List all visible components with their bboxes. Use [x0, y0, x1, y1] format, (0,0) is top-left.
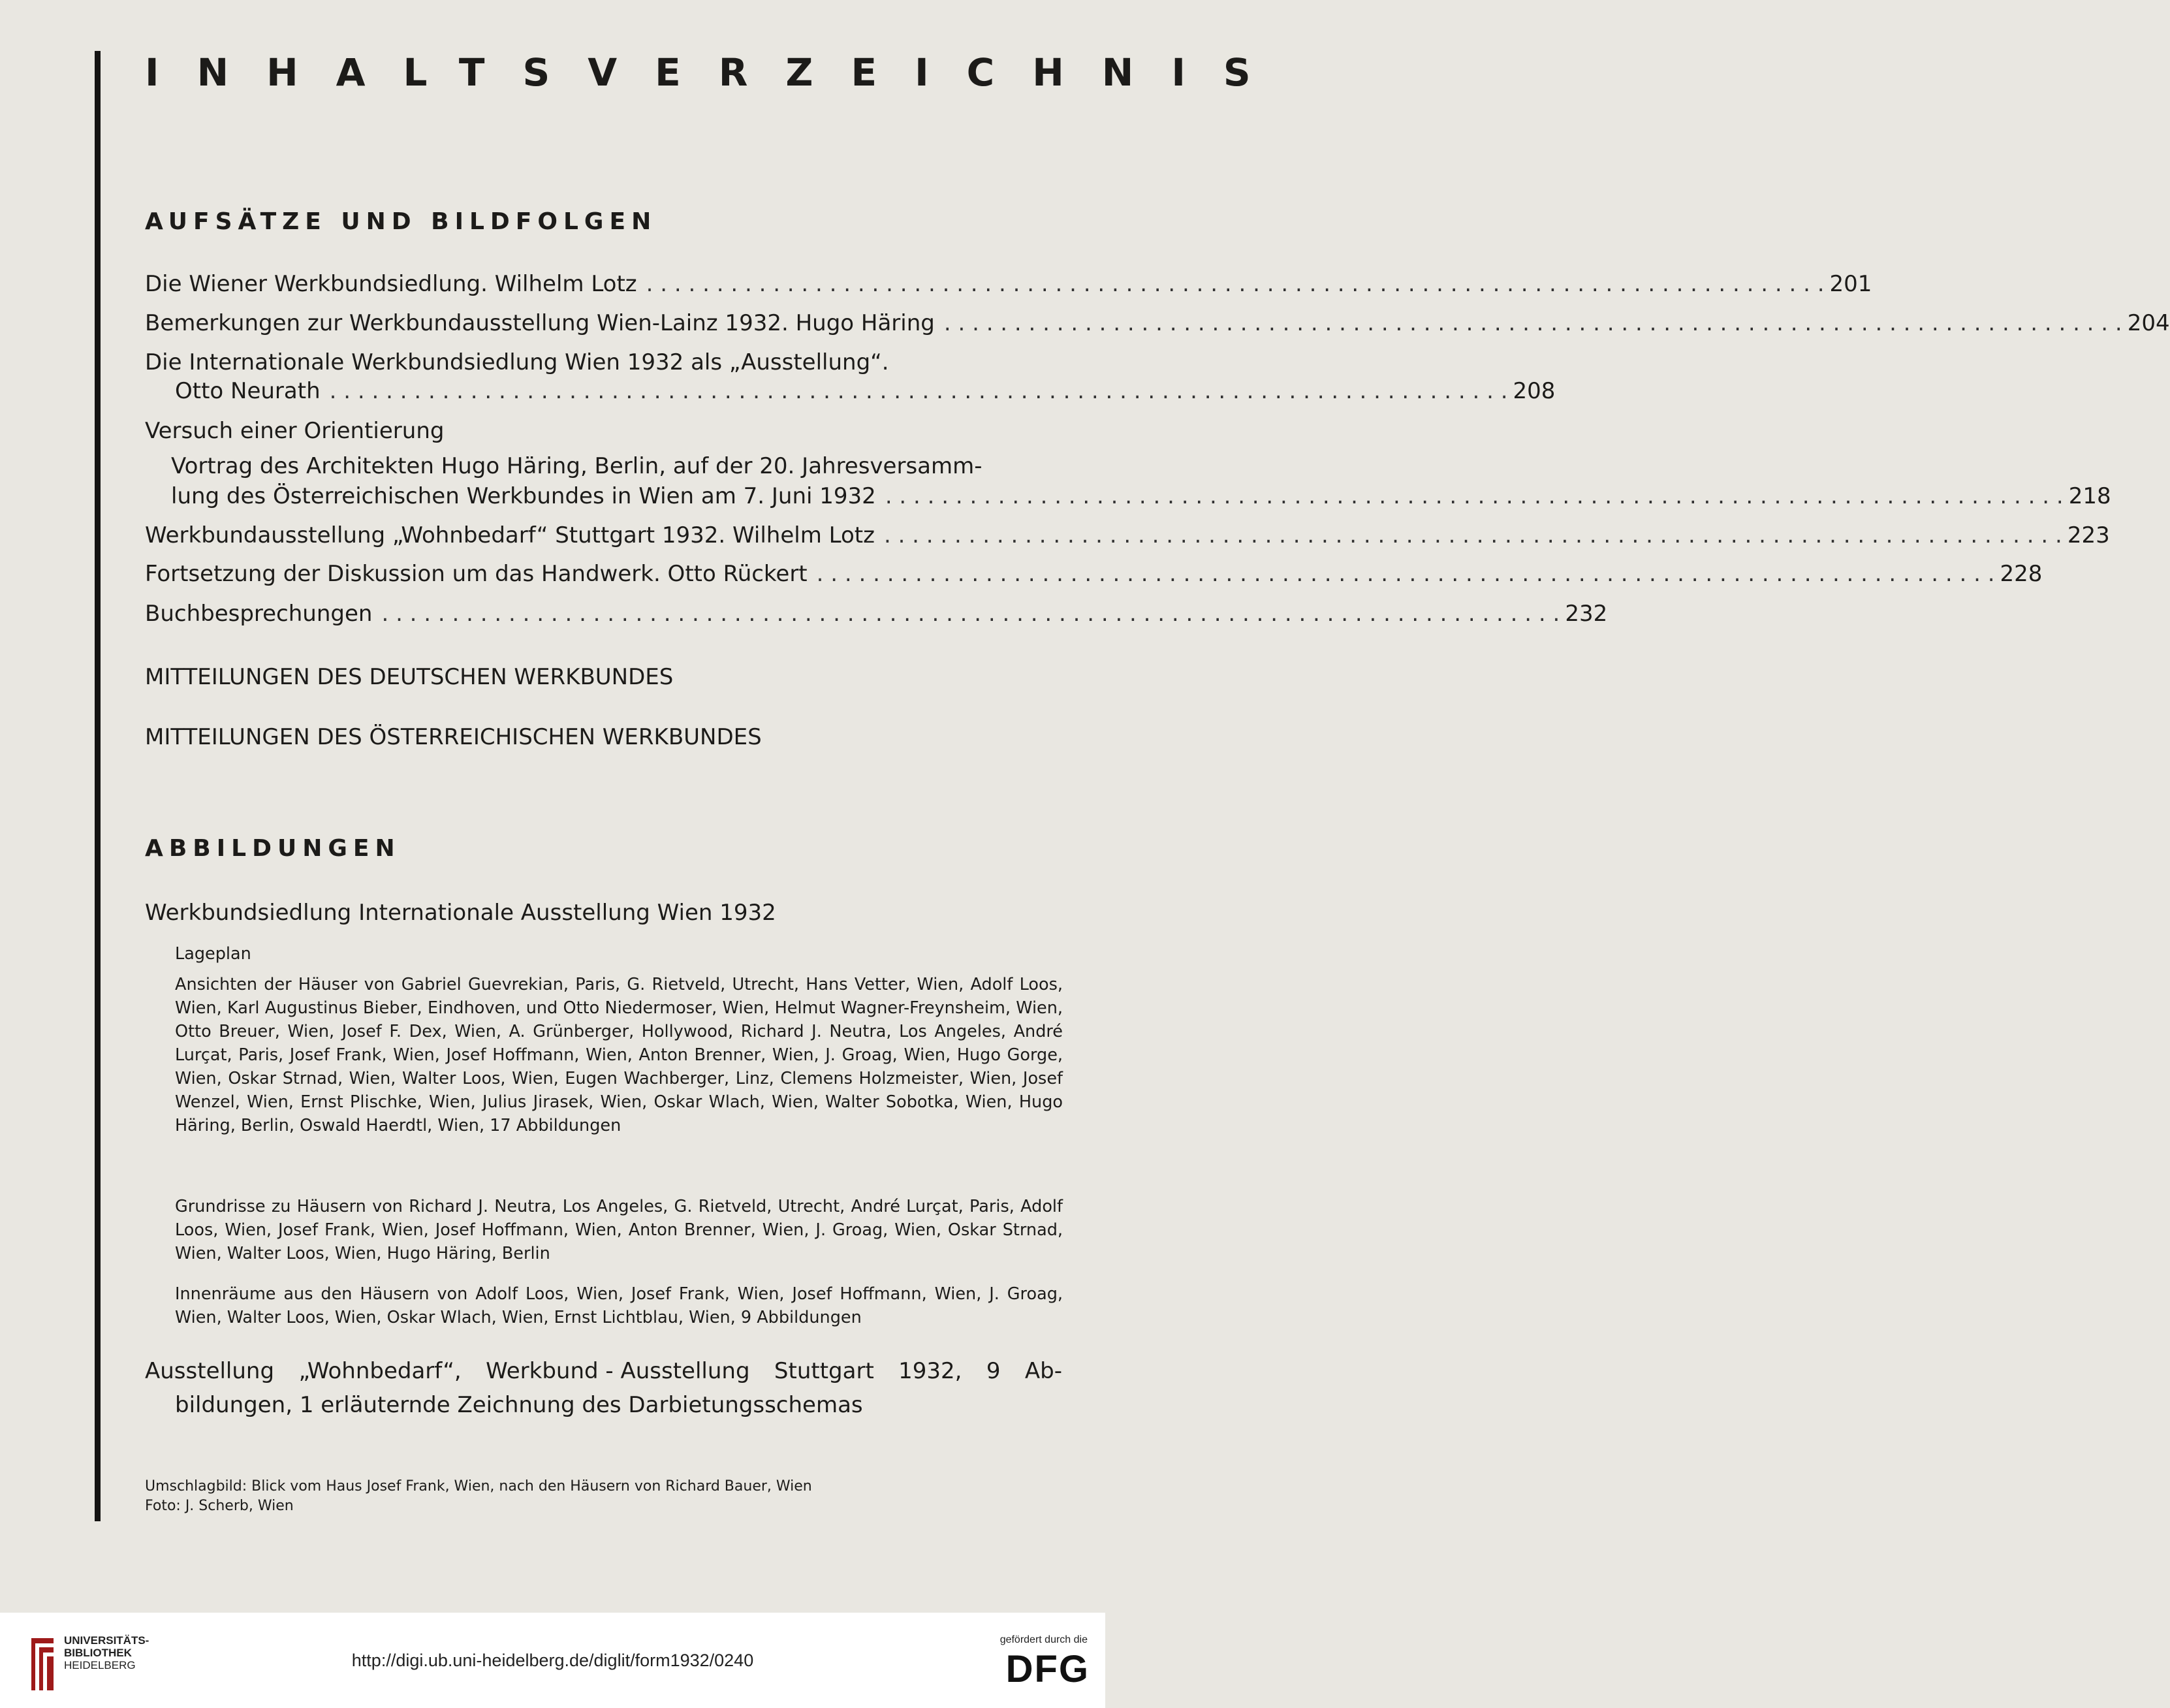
ausstellung-paragraph	[145, 1354, 1062, 1422]
ausstellung-line-2: bildungen, 1 erläuternde Zeichnung des Darbietungsschemas	[175, 1392, 863, 1418]
toc-entry-title: lung des Österreichischen Werkbundes in Wien am 7. Juni 1932	[171, 483, 876, 509]
toc-entry-title: Buchbesprechungen	[145, 601, 373, 627]
grundrisse-paragraph: Grundrisse zu Häusern von Richard J. Neutra, Los Angeles, G. Rietveld, Utrecht, André Lurçat, Paris, Adolf Loos, Wien, Josef Frank, Wien, Josef Hoffmann, Wien, Anton Brenner, Wien, J. Groag, Wien, Oskar Strnad, Wien, Walter Loos, Wien, Hugo Häring, Berlin	[175, 1197, 1063, 1263]
toc-entry-title: Otto Neurath	[175, 378, 321, 404]
word: Stuttgart	[774, 1358, 874, 1384]
toc-entry-page: 218	[2068, 483, 2111, 509]
word: 9	[986, 1358, 1001, 1384]
leader-dots	[944, 312, 2122, 334]
abbildungen-heading: Werkbundsiedlung Internationale Ausstellung Wien 1932	[145, 900, 776, 926]
toc-entry-title: Die Internationale Werkbundsiedlung Wien 1932 als „Ausstellung“.	[145, 349, 889, 375]
leader-dots	[885, 485, 2064, 507]
mitteilungen-deutsch: MITTEILUNGEN DES DEUTSCHEN WERKBUNDES	[145, 664, 674, 690]
leader-dots	[817, 563, 1995, 585]
page-title: INHALTSVERZEICHNIS	[145, 50, 1289, 95]
toc-entry-page: 228	[2000, 561, 2043, 587]
toc-entry	[145, 601, 1608, 627]
leader-dots	[884, 524, 2062, 546]
toc-entry-page: 232	[1565, 601, 1608, 627]
word: Ausstellung	[145, 1358, 275, 1384]
dfg-logo: DFG	[1005, 1648, 1090, 1690]
section-heading-aufsaetze: AUFSÄTZE UND BILDFOLGEN	[145, 208, 657, 235]
toc-entry-title: Fortsetzung der Diskussion um das Handwerk. Otto Rückert	[145, 561, 808, 587]
leader-dots	[646, 273, 1825, 295]
toc-entry	[171, 483, 2111, 509]
library-line: BIBLIOTHEK	[64, 1647, 132, 1659]
word: Ab-	[1024, 1358, 1062, 1384]
toc-entry-page: 204	[2127, 310, 2170, 336]
toc-entry-title: Werkbundausstellung „Wohnbedarf“ Stuttgart 1932. Wilhelm Lotz	[145, 522, 875, 548]
toc-entry-page: 223	[2067, 522, 2110, 548]
toc-entry	[145, 561, 2043, 587]
library-line: UNIVERSITÄTS-	[64, 1634, 149, 1647]
toc-entry	[145, 522, 2110, 548]
toc-entry-page: 201	[1829, 271, 1872, 297]
word: „Wohnbedarf“,	[298, 1358, 462, 1384]
leader-dots	[381, 603, 1560, 625]
toc-entry-title: Die Wiener Werkbundsiedlung. Wilhelm Lotz	[145, 271, 637, 297]
source-url-link[interactable]: http://digi.ub.uni-heidelberg.de/diglit/form1932/0240	[351, 1651, 754, 1670]
funding-note: gefördert durch die	[999, 1634, 1088, 1645]
toc-entry-title: Vortrag des Architekten Hugo Häring, Berlin, auf der 20. Jahresversamm-	[171, 453, 983, 479]
toc-entry-page: 208	[1513, 378, 1556, 404]
toc-entry-title: Versuch einer Orientierung	[145, 418, 445, 444]
cover-credit: Umschlagbild: Blick vom Haus Josef Frank, Wien, nach den Häusern von Richard Bauer, Wien	[145, 1478, 812, 1494]
mitteilungen-oesterreich: MITTEILUNGEN DES ÖSTERREICHISCHEN WERKBUNDES	[145, 724, 762, 750]
left-margin-bar	[95, 51, 101, 1521]
ansichten-paragraph: Ansichten der Häuser von Gabriel Guevrekian, Paris, G. Rietveld, Utrecht, Hans Vetter, Wien, Adolf Loos, Wien, Karl Augustinus Bieber, Eindhoven, und Otto Niedermoser, Wien, Helmut Wagner-Freynsheim, Wien, Otto Breuer, Wien, Josef F. Dex, Wien, A. Grünberger, Hollywood, Richard J. Neutra, Los Angeles, André Lurçat, Paris, Josef Frank, Wien, Josef Hoffmann, Wien, Anton Brenner, Wien, J. Groag, Wien, Hugo Gorge, Wien, Oskar Strnad, Wien, Walter Loos, Wien, Eugen Wachberger, Linz, Clemens Holzmeister, Wien, Josef Wenzel, Wien, Ernst Plischke, Wien, Julius Jirasek, Wien, Oskar Wlach, Wien, Walter Sobotka, Wien, Hugo Häring, Berlin, Oswald Haerdtl, Wien, 17 Abbildungen	[175, 975, 1063, 1135]
word: Werkbund - Ausstellung	[486, 1358, 750, 1384]
library-line: HEIDELBERG	[64, 1659, 136, 1671]
toc-entry	[145, 271, 1872, 297]
lageplan-label: Lageplan	[175, 944, 251, 964]
section-heading-abbildungen: ABBILDUNGEN	[145, 835, 401, 862]
toc-entry	[175, 378, 1556, 404]
photo-credit: Foto: J. Scherb, Wien	[145, 1498, 294, 1514]
toc-entry-title: Bemerkungen zur Werkbundausstellung Wien-Lainz 1932. Hugo Häring	[145, 310, 935, 336]
ausstellung-line-1	[145, 1354, 1062, 1388]
leader-dots	[330, 380, 1508, 402]
word: 1932,	[898, 1358, 962, 1384]
innenraeume-paragraph: Innenräume aus den Häusern von Adolf Loos, Wien, Josef Frank, Wien, Josef Hoffmann, Wien, J. Groag, Wien, Walter Loos, Wien, Oskar Wlach, Wien, Ernst Lichtblau, Wien, 9 Abbildungen	[175, 1284, 1063, 1327]
toc-entry	[145, 310, 2170, 336]
